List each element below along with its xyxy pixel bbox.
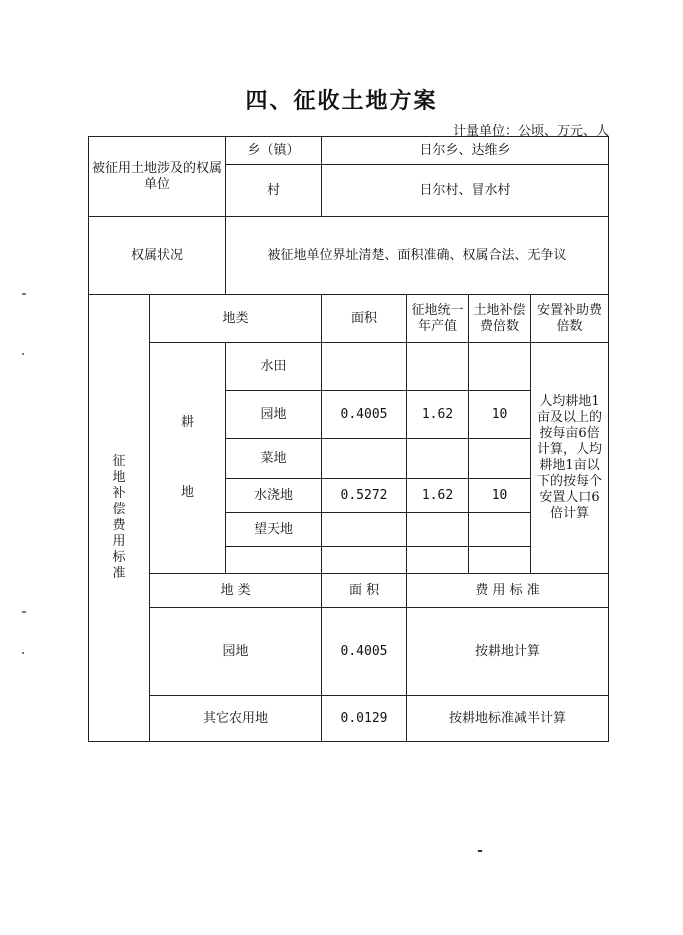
header-land-type bbox=[150, 295, 322, 343]
unit-note: 计量单位：公顷、万元、人 bbox=[452, 124, 609, 139]
land-acquisition-table bbox=[88, 136, 609, 742]
header-annual-value bbox=[407, 295, 469, 343]
annual-value-cell bbox=[407, 479, 469, 513]
header-area bbox=[322, 295, 407, 343]
comp-multiple-cell bbox=[469, 547, 531, 574]
other-land-type-cell bbox=[150, 608, 322, 696]
ownership-header-cell bbox=[89, 137, 226, 217]
other-land-type-text: 其它农用地 bbox=[203, 710, 269, 726]
comp-multiple-cell bbox=[469, 343, 531, 391]
other-standard-cell bbox=[407, 608, 609, 696]
land-type-cell bbox=[226, 513, 322, 547]
other-header-standard-text: 费 用 标 准 bbox=[475, 582, 540, 598]
annual-value-cell bbox=[407, 343, 469, 391]
comp-multiple-cell bbox=[469, 439, 531, 479]
annual-value-cell bbox=[407, 391, 469, 439]
annual-value-text: 1.62 bbox=[421, 487, 454, 503]
land-type-text: 望天地 bbox=[254, 521, 294, 537]
area-cell bbox=[322, 439, 407, 479]
side-char: 地 bbox=[112, 470, 126, 485]
area-cell bbox=[322, 343, 407, 391]
village-value-cell bbox=[322, 165, 609, 217]
other-land-type-text: 园地 bbox=[222, 643, 249, 659]
compensation-side-label bbox=[89, 295, 150, 742]
annual-value-cell bbox=[407, 547, 469, 574]
header-resettle-multiple-text: 安置补助费倍数 bbox=[537, 302, 603, 334]
side-char: 用 bbox=[112, 534, 126, 549]
comp-multiple-cell bbox=[469, 513, 531, 547]
status-value: 被征地单位界址清楚、面积准确、权属合法、无争议 bbox=[267, 247, 567, 263]
other-area-text: 0.0129 bbox=[340, 710, 388, 726]
resettlement-note-cell bbox=[531, 343, 609, 574]
land-type-text: 水浇地 bbox=[254, 487, 294, 503]
village-label-cell bbox=[226, 165, 322, 217]
land-type-cell bbox=[226, 343, 322, 391]
side-char: 补 bbox=[112, 486, 126, 501]
other-standard-cell bbox=[407, 696, 609, 742]
side-char: 准 bbox=[112, 566, 126, 581]
comp-multiple-cell bbox=[469, 391, 531, 439]
comp-multiple-text: 10 bbox=[491, 487, 508, 503]
header-area-text: 面积 bbox=[351, 310, 378, 326]
resettlement-note: 人均耕地1亩及以上的按每亩6倍计算，人均耕地1亩以下的按每个安置人口6倍计算 bbox=[537, 394, 603, 521]
cultivated-char: 地 bbox=[181, 485, 195, 500]
annual-value-cell bbox=[407, 513, 469, 547]
area-text: 0.5272 bbox=[340, 487, 388, 503]
side-char: 费 bbox=[112, 518, 126, 533]
land-type-text: 园地 bbox=[260, 406, 287, 422]
header-comp-multiple-text: 土地补偿费倍数 bbox=[473, 302, 526, 334]
land-type-cell bbox=[226, 547, 322, 574]
township-value: 日尔乡、达维乡 bbox=[419, 142, 511, 158]
other-standard-text: 按耕地标准减半计算 bbox=[449, 710, 567, 726]
scan-artifact bbox=[22, 353, 24, 355]
annual-value-text: 1.62 bbox=[421, 406, 454, 422]
comp-multiple-cell bbox=[469, 479, 531, 513]
other-area-cell bbox=[322, 608, 407, 696]
area-cell bbox=[322, 547, 407, 574]
side-char: 偿 bbox=[112, 502, 126, 517]
other-header-area bbox=[322, 574, 407, 608]
header-comp-multiple bbox=[469, 295, 531, 343]
scan-artifact bbox=[478, 850, 482, 852]
other-header-land-type-text: 地 类 bbox=[220, 582, 251, 598]
other-area-cell bbox=[322, 696, 407, 742]
land-type-text: 水田 bbox=[260, 358, 287, 374]
scan-artifact bbox=[22, 611, 26, 613]
header-resettle-multiple bbox=[531, 295, 609, 343]
header-annual-value-text: 征地统一年产值 bbox=[411, 302, 464, 334]
page-title: 四、征收土地方案 bbox=[245, 89, 438, 114]
other-header-area-text: 面 积 bbox=[348, 582, 380, 598]
area-text: 0.4005 bbox=[340, 406, 388, 422]
status-value-cell bbox=[226, 217, 609, 295]
cultivated-label-cell bbox=[150, 343, 226, 574]
land-type-cell bbox=[226, 391, 322, 439]
township-label: 乡（镇） bbox=[247, 142, 300, 158]
other-header-standard bbox=[407, 574, 609, 608]
township-label-cell bbox=[226, 137, 322, 165]
ownership-header: 被征用土地涉及的权属单位 bbox=[92, 160, 223, 192]
side-char: 标 bbox=[112, 550, 126, 565]
land-type-cell bbox=[226, 439, 322, 479]
land-type-text: 菜地 bbox=[260, 450, 287, 466]
comp-multiple-text: 10 bbox=[491, 406, 508, 422]
village-value: 日尔村、冒水村 bbox=[419, 182, 511, 198]
annual-value-cell bbox=[407, 439, 469, 479]
other-land-type-cell bbox=[150, 696, 322, 742]
cultivated-char: 耕 bbox=[181, 415, 195, 430]
status-label-cell bbox=[89, 217, 226, 295]
township-value-cell bbox=[322, 137, 609, 165]
area-cell bbox=[322, 513, 407, 547]
scan-artifact bbox=[22, 293, 26, 295]
other-area-text: 0.4005 bbox=[340, 643, 388, 659]
side-char: 征 bbox=[112, 454, 126, 469]
scan-artifact bbox=[22, 652, 24, 654]
status-label: 权属状况 bbox=[131, 247, 184, 263]
other-header-land-type bbox=[150, 574, 322, 608]
area-cell bbox=[322, 479, 407, 513]
header-land-type-text: 地类 bbox=[222, 310, 249, 326]
other-standard-text: 按耕地计算 bbox=[475, 643, 541, 659]
village-label: 村 bbox=[267, 182, 281, 198]
area-cell bbox=[322, 391, 407, 439]
land-type-cell bbox=[226, 479, 322, 513]
